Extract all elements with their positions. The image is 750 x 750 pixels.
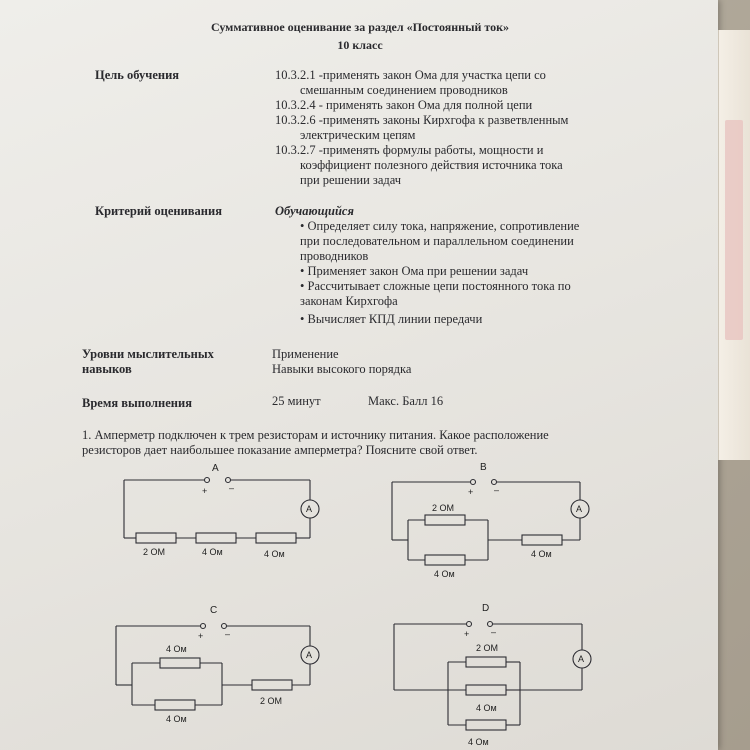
resistor-label: 4 Ом xyxy=(434,569,455,579)
resistor-label: 4 Ом xyxy=(202,547,223,557)
resistor-label: 4 Ом xyxy=(166,644,187,654)
resistor-label: 2 ОМ xyxy=(476,643,499,653)
page-title: Суммативное оценивание за раздел «Постоянный ток» xyxy=(210,20,510,34)
battery-plus: + xyxy=(202,486,208,496)
resistor-label: 4 Ом xyxy=(166,714,187,724)
goal-line: 10.3.2.7 -применять формулы работы, мощности и xyxy=(275,143,544,157)
max-score: Макс. Балл 16 xyxy=(368,394,444,408)
time-value: 25 минут xyxy=(272,394,321,408)
criteria-line: проводников xyxy=(300,249,369,263)
battery-plus: + xyxy=(464,629,470,639)
battery-minus: – xyxy=(494,485,500,495)
levels-value: Применение xyxy=(272,347,339,361)
book-spine xyxy=(725,120,743,340)
circuit-d xyxy=(394,622,591,731)
grade-label: 10 класс xyxy=(337,38,383,52)
resistor-label: 4 Ом xyxy=(531,549,552,559)
criteria-line: • Определяет силу тока, напряжение, сопротивление xyxy=(300,219,580,233)
goal-line: 10.3.2.1 -применять закон Ома для участка цепи со xyxy=(275,68,546,82)
battery-minus: – xyxy=(229,483,235,493)
criteria-line: • Рассчитывает сложные цепи постоянного тока по xyxy=(300,279,571,293)
goal-line: при решении задач xyxy=(300,173,402,187)
circuit-c xyxy=(116,624,319,711)
circuit-c-letter: C xyxy=(210,605,218,616)
criteria-label: Критерий оценивания xyxy=(95,204,222,218)
circuit-a-letter: A xyxy=(212,463,219,474)
circuit-a xyxy=(124,478,319,544)
ammeter-symbol: A xyxy=(306,504,313,514)
resistor-label: 2 ОМ xyxy=(143,547,166,557)
resistor-label: 4 Ом xyxy=(468,737,489,747)
goal-line: смешанным соединением проводников xyxy=(300,83,508,97)
circuit-b-letter: B xyxy=(480,462,487,473)
resistor-label: 2 ОМ xyxy=(432,503,455,513)
ammeter-symbol: A xyxy=(578,654,585,664)
resistor-label: 2 ОМ xyxy=(260,696,283,706)
goal-line: 10.3.2.6 -применять законы Кирхгофа к разветвленным xyxy=(275,113,569,127)
levels-label: навыков xyxy=(82,362,132,376)
criteria-line: законам Кирхгофа xyxy=(300,294,398,308)
question-text: 1. Амперметр подключен к трем резисторам и источнику питания. Какое расположение xyxy=(82,428,549,442)
criteria-line: • Применяет закон Ома при решении задач xyxy=(300,264,529,278)
ammeter-symbol: A xyxy=(306,650,313,660)
battery-minus: – xyxy=(225,629,231,639)
criteria-heading: Обучающийся xyxy=(275,204,354,218)
question-text: резисторов дает наибольшее показание амперметра? Поясните свой ответ. xyxy=(82,443,478,457)
resistor-label: 4 Ом xyxy=(476,703,497,713)
resistor-label: 4 Ом xyxy=(264,549,285,559)
criteria-line: • Вычисляет КПД линии передачи xyxy=(300,312,483,326)
goal-line: электрическим цепям xyxy=(300,128,416,142)
time-label: Время выполнения xyxy=(82,396,192,410)
criteria-line: при последовательном и параллельном соединении xyxy=(300,234,574,248)
battery-minus: – xyxy=(491,627,497,637)
background-book xyxy=(718,30,750,460)
circuit-d-letter: D xyxy=(482,603,490,614)
circuit-b xyxy=(392,480,589,566)
battery-plus: + xyxy=(468,487,474,497)
goal-label: Цель обучения xyxy=(95,68,180,82)
ammeter-symbol: A xyxy=(576,504,583,514)
battery-plus: + xyxy=(198,631,204,641)
goal-line: коэффициент полезного действия источника тока xyxy=(300,158,563,172)
levels-value: Навыки высокого порядка xyxy=(272,362,412,376)
levels-label: Уровни мыслительных xyxy=(82,347,214,361)
goal-line: 10.3.2.4 - применять закон Ома для полной цепи xyxy=(275,98,533,112)
